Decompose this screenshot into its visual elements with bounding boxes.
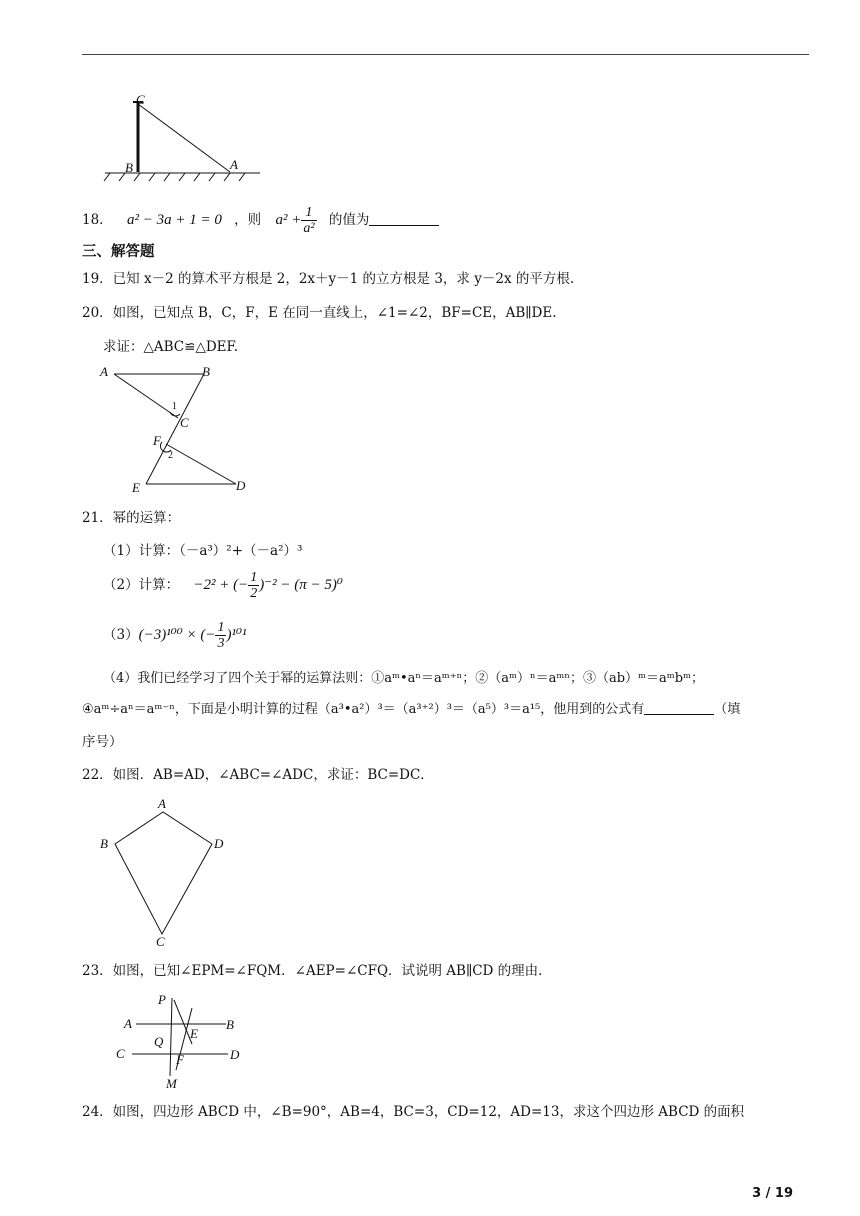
label-A: A: [124, 1016, 132, 1031]
question-24: 24．如图，四边形 ABCD 中，∠B=90°，AB=4，BC=3，CD=12，AD=13，求这个四边形 ABCD 的面积: [82, 1104, 745, 1120]
label-B: B: [226, 1017, 234, 1032]
q18-equation: a² − 3a + 1 = 0: [126, 212, 222, 228]
page-number: 3 / 19: [752, 1186, 793, 1201]
q21-answer-blank[interactable]: [644, 700, 714, 715]
label-F: F: [176, 1052, 184, 1067]
label-P: P: [158, 992, 166, 1007]
question-21-head: 21．幂的运算：: [82, 510, 181, 526]
label-E: E: [132, 480, 140, 495]
question-21-part4-line1: （4）我们已经学习了四个关于幂的运算法则：①aᵐ•aⁿ＝aᵐ⁺ⁿ；②（aᵐ）ⁿ＝aᵐⁿ；③（ab）ᵐ＝aᵐbᵐ；: [103, 671, 705, 686]
label-C: C: [116, 1046, 125, 1061]
question-22: 22．如图．AB=AD，∠ABC=∠ADC，求证：BC=DC．: [82, 767, 434, 783]
label-D: D: [230, 1047, 240, 1062]
header-rule: [82, 54, 809, 55]
figure-q20: [98, 362, 258, 497]
question-20-line2: 求证：△ABC≌△DEF.: [103, 339, 239, 355]
label-E: E: [190, 1026, 198, 1041]
label-A: A: [230, 157, 238, 172]
label-Q: Q: [154, 1034, 164, 1049]
label-B: B: [125, 160, 133, 175]
question-21-part3: （3）(−3)¹⁰⁰ × (− $\frac{1}{3}$ )¹⁰¹: [103, 620, 247, 651]
label-C: C: [180, 415, 189, 430]
figure-q22: [98, 792, 238, 947]
label-D: D: [214, 836, 224, 851]
question-19: 19．已知 x－2 的算术平方根是 2，2x＋y－1 的立方根是 3，求 y－2x 的平方根.: [82, 271, 575, 287]
label-D: D: [236, 478, 246, 493]
question-21-part2: （2）计算： −2² + (− $\frac{1}{2}$ )⁻² − (π − 5)⁰: [103, 570, 343, 601]
angle-2-label: 2: [168, 450, 173, 461]
label-C: C: [136, 92, 145, 107]
question-21-part4-line2: ④aᵐ÷aⁿ＝aᵐ⁻ⁿ，下面是小明计算的过程（a³•a²）³＝（a³⁺²）³＝（a⁵）³＝a¹⁵，他用到的公式有 （填: [82, 702, 741, 717]
q18-fraction: $\frac{1}{\text{a²}}$: [303, 205, 315, 236]
q18-expression: a² +: [275, 212, 302, 228]
figure-q23: [112, 992, 247, 1090]
label-B: B: [100, 836, 108, 851]
angle-1-label: 1: [172, 401, 177, 412]
label-F: F: [153, 433, 161, 448]
question-20-line1: 20．如图，已知点 B，C，F，E 在同一直线上，∠1=∠2，BF=CE，AB∥DE.: [82, 305, 557, 321]
label-A: A: [100, 364, 108, 379]
question-23: 23．如图，已知∠EPM=∠FQM．∠AEP=∠CFQ．试说明 AB∥CD 的理由．: [82, 963, 552, 979]
question-21-part4-line3: 序号）: [82, 734, 123, 750]
label-C: C: [156, 934, 165, 949]
label-M: M: [166, 1076, 177, 1091]
label-B: B: [202, 364, 210, 379]
q18-answer-blank[interactable]: [369, 211, 439, 226]
question-21-part1: （1）计算：（－a³）²+（－a²）³: [103, 543, 303, 559]
figure-pole-triangle: [100, 92, 270, 187]
section-heading: 三、解答题: [82, 244, 155, 260]
label-A: A: [158, 796, 166, 811]
question-18: 18． a² − 3a + 1 = 0 ，则 a² + $\frac{1}{\text{a²}}$ 的值为: [82, 205, 439, 236]
